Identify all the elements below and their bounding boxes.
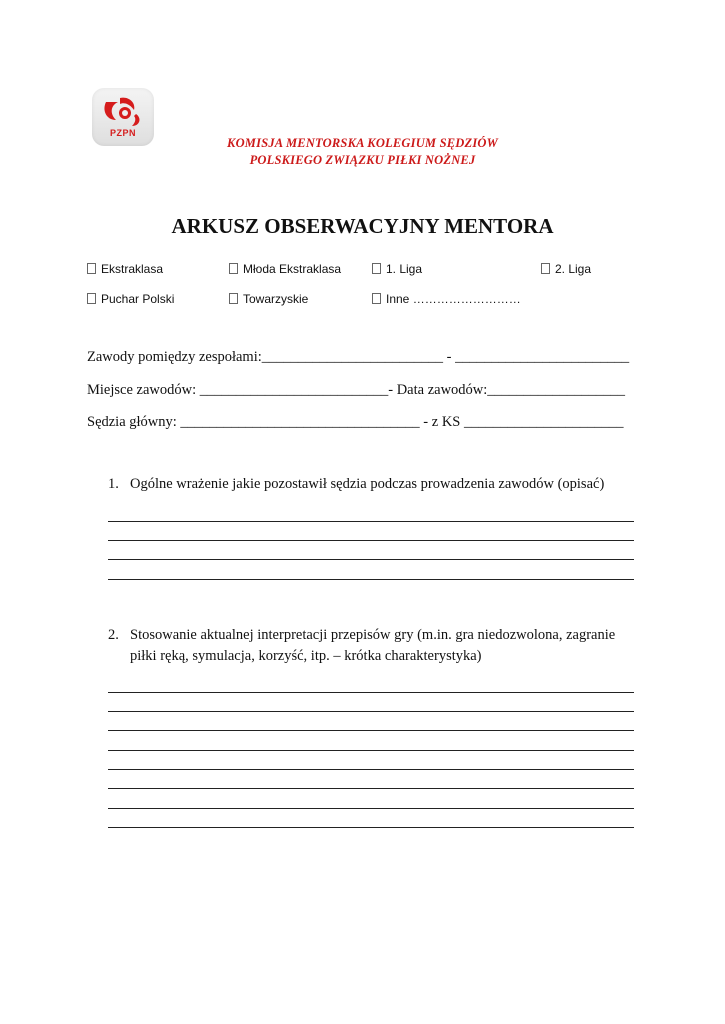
header-line-2: POLSKIEGO ZWIĄZKU PIŁKI NOŻNEJ: [249, 153, 476, 167]
question-2-text-line-1: Stosowanie aktualnej interpretacji przepisów gry (m.in. gra niedozwolona, zagranie: [130, 627, 616, 643]
answer-line[interactable]: [108, 692, 634, 693]
checkbox-label: Puchar Polski: [101, 292, 175, 306]
checkbox-2-liga[interactable]: [541, 262, 591, 276]
checkbox-icon[interactable]: [229, 263, 238, 274]
answer-line[interactable]: [108, 750, 634, 751]
checkbox-icon[interactable]: [372, 293, 381, 304]
question-2-text-line-2: piłki ręką, symulacja, korzyść, itp. – krótka charakterystyka): [130, 648, 482, 664]
answer-line[interactable]: [108, 730, 634, 731]
field-teams[interactable]: Zawody pomiędzy zespołami:_________________________ - ________________________: [87, 349, 630, 365]
checkbox-label: Towarzyskie: [243, 292, 309, 306]
checkbox-inne[interactable]: [372, 292, 521, 306]
question-1-text: Ogólne wrażenie jakie pozostawił sędzia podczas prowadzenia zawodów (opisać): [130, 476, 605, 492]
checkbox-icon[interactable]: [87, 293, 96, 304]
checkbox-icon[interactable]: [372, 263, 381, 274]
checkbox-icon[interactable]: [229, 293, 238, 304]
header-line-1: KOMISJA MENTORSKA KOLEGIUM SĘDZIÓW: [227, 136, 498, 150]
answer-line[interactable]: [108, 579, 634, 580]
checkbox-mloda-ekstraklasa[interactable]: [229, 262, 341, 276]
checkbox-towarzyskie[interactable]: [229, 292, 308, 306]
answer-line[interactable]: [108, 540, 634, 541]
answer-line[interactable]: [108, 788, 634, 789]
answer-line[interactable]: [108, 521, 634, 522]
checkbox-icon[interactable]: [541, 263, 550, 274]
field-referee[interactable]: Sędzia główny: _________________________________ - z KS ______________________: [87, 414, 624, 430]
field-venue-date[interactable]: Miejsce zawodów: __________________________- Data zawodów:___________________: [87, 382, 626, 398]
checkbox-label: Inne ………………………: [386, 292, 521, 306]
logo-text: PZPN: [109, 128, 136, 138]
checkbox-icon[interactable]: [87, 263, 96, 274]
answer-line[interactable]: [108, 769, 634, 770]
document-title: ARKUSZ OBSERWACYJNY MENTORA: [171, 214, 554, 238]
question-2-number: 2.: [108, 627, 119, 643]
checkbox-label: 1. Liga: [386, 262, 423, 276]
question-1-number: 1.: [108, 476, 119, 492]
checkbox-label: Ekstraklasa: [101, 262, 164, 276]
checkbox-1-liga[interactable]: [372, 262, 422, 276]
answer-line[interactable]: [108, 827, 634, 828]
checkbox-puchar-polski[interactable]: [87, 292, 174, 306]
checkbox-label: 2. Liga: [555, 262, 592, 276]
answer-line[interactable]: [108, 559, 634, 560]
answer-line[interactable]: [108, 808, 634, 809]
answer-line[interactable]: [108, 711, 634, 712]
checkbox-label: Młoda Ekstraklasa: [243, 262, 342, 276]
checkbox-ekstraklasa[interactable]: [87, 262, 163, 276]
